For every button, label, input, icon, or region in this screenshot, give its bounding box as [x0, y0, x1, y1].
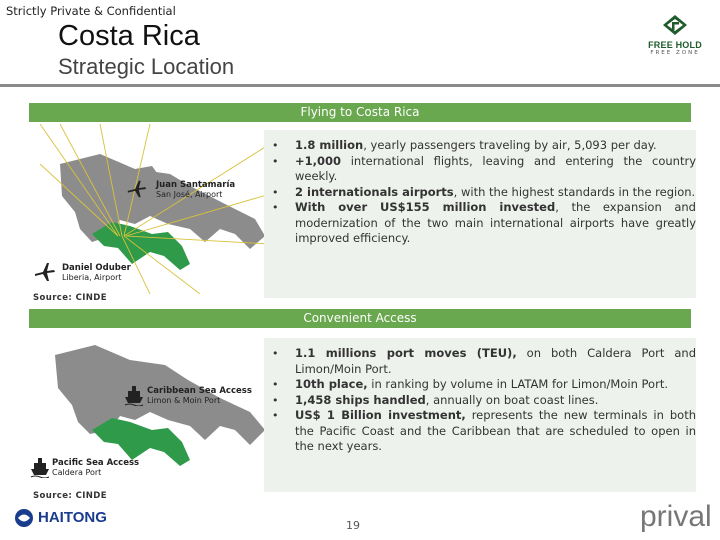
- airport-liberia-place: Liberia, Airport: [62, 273, 122, 282]
- sea-fact-2: • 10th place, in ranking by volume in LATAM for Limon/Moin Port.: [272, 377, 668, 391]
- airplane-icon: [126, 178, 148, 200]
- ship-icon: [30, 456, 50, 478]
- air-fact-1: • 1.8 million, yearly passengers traveling by air, 5,093 per day.: [272, 138, 657, 152]
- header-divider: [0, 84, 720, 87]
- haitong-logo: [14, 508, 124, 530]
- air-facts-panel: [264, 130, 696, 298]
- ship-icon-caribbean-wrap: [124, 384, 144, 410]
- airplane-icon: [33, 260, 57, 284]
- flying-banner: Flying to Costa Rica: [29, 103, 691, 122]
- air-fact-2: • +1,000 international flights, leaving and entering the country weekly.: [272, 153, 696, 183]
- air-facts-list: [264, 138, 696, 247]
- sea-facts-list: [264, 346, 696, 455]
- airport-sanjose-label: [156, 180, 235, 200]
- sea-fact-4: • US$ 1 Billion investment, represents the new terminals in both the Pacific Coast and the Caribbean that are scheduled to open in the next years.: [272, 408, 696, 453]
- port-pacific-place: Caldera Port: [52, 468, 102, 477]
- ship-icon-pacific-wrap: [30, 456, 50, 482]
- freehold-emblem-icon: [662, 14, 688, 36]
- access-banner: Convenient Access: [29, 309, 691, 328]
- air-fact-3: • 2 internationals airports, with the highest standards in the region.: [272, 184, 696, 199]
- sea-fact-3: • 1,458 ships handled, annually on boat coast lines.: [272, 392, 599, 407]
- logo-name: FREE HOLD: [648, 40, 702, 50]
- ship-icon: [124, 384, 144, 406]
- page-subtitle: Strategic Location: [58, 54, 235, 79]
- plane-icon-sanjose-wrap: [126, 178, 148, 204]
- airport-sanjose-place: San José, Airport: [156, 190, 223, 199]
- prival-logo: prival: [640, 500, 712, 533]
- air-source-note: Source: CINDE: [33, 293, 107, 303]
- sea-fact-1: • 1.1 millions port moves (TEU), on both Caldera Port and Limon/Moin Port.: [272, 346, 696, 376]
- plane-icon-liberia-wrap: [33, 260, 57, 288]
- page-number: 19: [346, 519, 360, 532]
- confidentiality-notice: Strictly Private & Confidential: [6, 4, 176, 18]
- port-pacific-label: [52, 458, 139, 478]
- air-fact-4: • With over US$155 million invested, the expansion and modernization of the two main international airports have greatly improved efficiency.: [272, 200, 696, 245]
- page-title: Costa Rica: [58, 20, 200, 52]
- logo-subtitle: FREE ZONE: [650, 50, 700, 56]
- airport-sanjose-name: Juan Santamaría: [156, 180, 236, 190]
- airport-liberia-label: [62, 263, 131, 283]
- port-caribbean-label: [147, 386, 252, 406]
- haitong-wordmark: HAITONG: [38, 509, 107, 526]
- sea-facts-panel: [264, 338, 696, 492]
- haitong-emblem-icon: [14, 508, 34, 528]
- port-pacific-name: Pacific Sea Access: [52, 458, 140, 468]
- port-caribbean-name: Caribbean Sea Access: [147, 386, 252, 396]
- sea-source-note: Source: CINDE: [33, 491, 107, 501]
- port-caribbean-place: Limon & Moin Port: [147, 396, 221, 405]
- freehold-logo: [640, 14, 710, 54]
- airport-liberia-name: Daniel Oduber: [62, 263, 131, 273]
